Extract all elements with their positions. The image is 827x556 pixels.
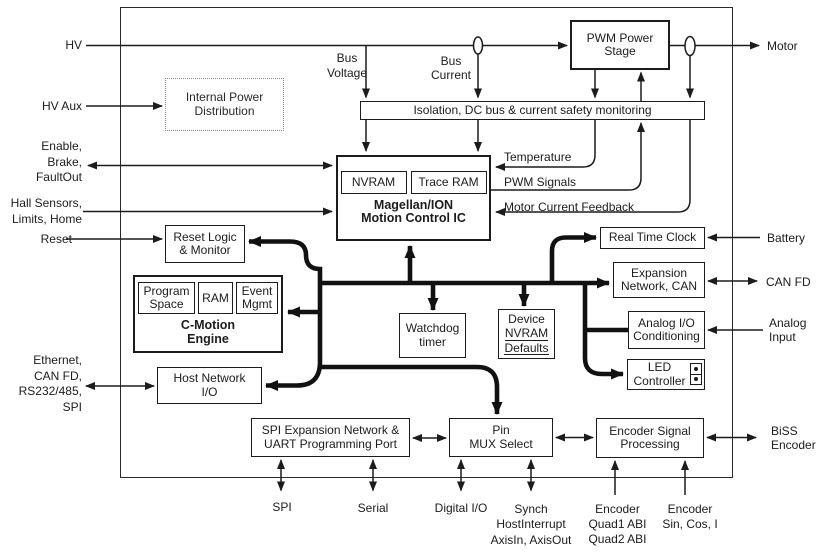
- spi-bottom-label: [252, 500, 312, 516]
- enable-brake-label: [10, 139, 82, 186]
- internal-power-block: [165, 78, 284, 131]
- pin-mux-line1: Pin: [492, 423, 510, 437]
- encoder-sin-label: [643, 502, 737, 532]
- battery-label: [767, 231, 805, 247]
- biss-line2: Encoder: [771, 438, 816, 452]
- magellan-title-line1: Magellan/ION: [373, 197, 454, 212]
- pin-mux-line2: MUX Select: [469, 436, 533, 451]
- motor-text: Motor: [767, 38, 798, 53]
- event-mgmt-box: [236, 282, 278, 314]
- host-network-line1: Host Network: [173, 371, 246, 385]
- encoder-sin-line1: Encoder: [667, 501, 713, 516]
- hv-aux-text: HV Aux: [41, 98, 82, 113]
- trace-ram-box: [411, 171, 487, 194]
- synch-label: [477, 502, 585, 549]
- pwm-signals-label: [504, 175, 576, 191]
- led-line1: LED: [647, 360, 672, 374]
- pwm-line2: Stage: [604, 44, 636, 58]
- internal-power-line1: Internal Power: [185, 90, 264, 104]
- analog-io-block: [628, 311, 705, 349]
- biss-line1: BiSS: [771, 423, 798, 438]
- spi-expansion-block: [251, 418, 410, 457]
- enable-line2: Brake,: [47, 154, 82, 169]
- magellan-ion-block: [336, 155, 491, 241]
- spi-expansion-line2: UART Programming Port: [264, 436, 397, 451]
- led-cell-2: [691, 375, 701, 385]
- hall-line2: Limits, Home: [11, 211, 82, 226]
- analog-io-line2: Conditioning: [633, 329, 700, 343]
- device-nvram-line3: Defaults: [504, 340, 549, 355]
- host-if-line3: RS232/485,: [18, 384, 82, 398]
- led-indicator-icon: [690, 363, 702, 385]
- internal-power-line2: Distribution: [194, 103, 255, 118]
- spi-bottom-text: SPI: [272, 499, 292, 514]
- host-network-block: [157, 367, 262, 404]
- pwm-power-stage-block: [570, 20, 670, 70]
- watchdog-line2: timer: [419, 334, 446, 349]
- digital-io-text: Digital I/O: [434, 500, 488, 515]
- led-line2: Controller: [633, 373, 686, 388]
- synch-line1: Synch: [514, 501, 548, 516]
- pwm-line1: PWM Power: [586, 30, 654, 45]
- event-mgmt-line1: Event: [241, 284, 273, 298]
- reset-label: [20, 232, 72, 248]
- program-space-line2: Space: [149, 297, 184, 311]
- host-if-line2: CAN FD,: [34, 368, 82, 383]
- pin-mux-block: [449, 418, 553, 457]
- host-if-line4: SPI: [62, 399, 82, 414]
- bus-current-line2: Current: [430, 68, 471, 82]
- encoder-signal-line2: Processing: [620, 437, 680, 451]
- c-motion-engine-block: [133, 275, 283, 353]
- biss-label: [771, 424, 816, 453]
- device-nvram-line1: Device: [508, 311, 545, 326]
- program-space-box: [138, 282, 195, 314]
- led-controller-block: [627, 359, 705, 390]
- ram-label: RAM: [202, 290, 229, 305]
- expansion-line2: Network, CAN: [620, 279, 697, 293]
- expansion-network-block: [613, 262, 705, 298]
- motor-current-feedback-text: Motor Current Feedback: [504, 199, 635, 214]
- nvram-label: NVRAM: [351, 174, 396, 189]
- reset-logic-line1: Reset Logic: [173, 229, 237, 244]
- hv-label: [30, 38, 82, 54]
- led-dot-2: [694, 377, 698, 381]
- serial-label: [343, 501, 403, 517]
- c-motion-title-line1: C-Motion: [180, 318, 236, 332]
- analog-io-line1: Analog I/O: [638, 315, 695, 330]
- host-if-line1: Ethernet,: [33, 353, 82, 367]
- bus-voltage-label: [317, 51, 377, 80]
- bus-voltage-line1: Bus: [336, 51, 358, 65]
- program-space-line1: Program: [143, 284, 190, 298]
- synch-line3: AxisIn, AxisOut: [490, 532, 572, 547]
- synch-line2: HostInterrupt: [496, 517, 566, 531]
- nvram-box: [341, 171, 407, 194]
- encoder-quad-line2: Quad1 ABI: [588, 516, 647, 531]
- hall-line1: Hall Sensors,: [10, 196, 82, 210]
- spi-expansion-line1: SPI Expansion Network &: [261, 423, 400, 437]
- battery-text: Battery: [767, 231, 806, 245]
- device-nvram-block: [498, 309, 555, 359]
- motor-current-feedback-label: [504, 200, 634, 216]
- hv-text: HV: [65, 37, 82, 52]
- trace-ram-label: Trace RAM: [418, 174, 479, 189]
- encoder-sin-line2: Sin, Cos, I: [662, 516, 718, 531]
- device-nvram-line2: NVRAM: [504, 326, 549, 341]
- led-cell-1: [691, 364, 701, 375]
- can-fd-label: [766, 275, 811, 291]
- analog-input-line1: Analog: [769, 315, 807, 330]
- c-motion-sub-row: [138, 282, 278, 314]
- can-fd-text: CAN FD: [766, 274, 811, 289]
- rtc-label: Real Time Clock: [608, 230, 697, 245]
- host-network-line2: I/O: [201, 384, 218, 399]
- enable-line1: Enable,: [41, 139, 82, 153]
- reset-logic-line2: & Monitor: [179, 243, 231, 257]
- reset-logic-block: [165, 225, 245, 263]
- encoder-quad-line3: Quad2 ABI: [588, 531, 647, 546]
- hv-aux-label: [20, 99, 82, 115]
- isolation-monitoring-bar: [360, 101, 705, 120]
- analog-input-line2: Input: [769, 330, 796, 344]
- host-if-label: [4, 353, 82, 415]
- event-mgmt-line2: Mgmt: [242, 297, 272, 311]
- temperature-label: [504, 150, 571, 166]
- analog-input-label: [769, 316, 806, 345]
- enable-line3: FaultOut: [35, 170, 82, 184]
- bus-voltage-line2: Voltage: [326, 65, 368, 80]
- encoder-signal-block: [596, 418, 704, 458]
- real-time-clock-block: [600, 227, 705, 249]
- watchdog-line1: Watchdog: [405, 321, 460, 335]
- magellan-title-line2: Motion Control IC: [361, 211, 466, 225]
- bus-current-line1: Bus: [440, 53, 462, 68]
- pwm-signals-text: PWM Signals: [504, 175, 577, 189]
- ram-box: [198, 282, 233, 314]
- expansion-line1: Expansion: [630, 265, 688, 280]
- motor-label: [767, 39, 798, 55]
- encoder-quad-line1: Encoder: [595, 501, 640, 516]
- c-motion-title-line2: Engine: [187, 331, 229, 346]
- serial-text: Serial: [357, 500, 389, 515]
- magellan-ram-row: [341, 171, 487, 194]
- reset-text: Reset: [40, 231, 72, 246]
- bus-current-label: [420, 54, 482, 83]
- hall-sensors-label: [0, 196, 82, 227]
- watchdog-block: [399, 313, 466, 358]
- temperature-text: Temperature: [504, 150, 572, 164]
- led-dot-1: [694, 367, 698, 371]
- encoder-signal-line1: Encoder Signal: [609, 423, 691, 438]
- isolation-bar-label: Isolation, DC bus & current safety monitoring: [413, 102, 652, 117]
